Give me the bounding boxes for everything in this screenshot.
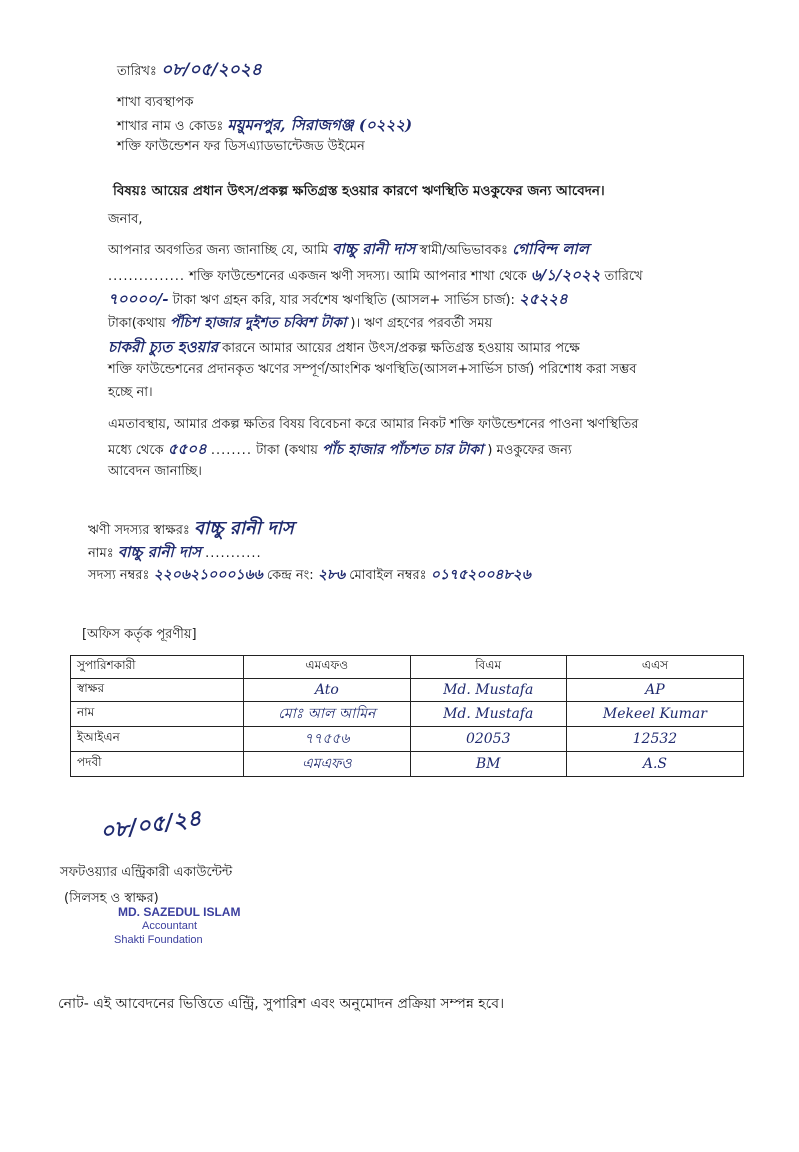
loan-date: ৬/১/২০২২: [530, 266, 601, 284]
loss-reason: চাকরী চ্যুত হওয়ার: [108, 338, 218, 356]
member-no: ২২০৬২১০০০১৬৬: [153, 567, 263, 583]
header-cell: সুপারিশকারী: [71, 656, 244, 679]
table-header-row: [71, 656, 744, 679]
para1-text-b: স্বামী/অভিভাবকঃ: [419, 243, 508, 258]
para1-text-d: তারিখে: [604, 269, 643, 284]
name-cell: Mekeel Kumar: [566, 702, 743, 727]
org-line: শক্তি ফাউন্ডেশন ফর ডিসএ্যাডভান্টেজড উইমেন: [117, 139, 365, 154]
ein-cell: 02053: [410, 727, 566, 752]
member-name-label: নামঃ: [88, 546, 114, 561]
table-row: [71, 752, 744, 777]
table-row: [71, 727, 744, 752]
ein-cell: 12532: [566, 727, 743, 752]
loan-amount: ৭০০০০/-: [108, 290, 169, 308]
date-line: [117, 62, 262, 79]
waive-in-words: পাঁচ হাজার পাঁচশত চার টাকা: [322, 442, 484, 458]
seal-line: (সিলসহ ও স্বাক্ষর): [64, 891, 159, 906]
header-cell: এএস: [566, 656, 743, 679]
para1-line5: [108, 340, 580, 355]
para1-text-a: আপনার অবগতির জন্য জানাচ্ছি যে, আমি: [108, 243, 329, 258]
table-row: [71, 702, 744, 727]
name-cell: মোঃ আল আমিন: [244, 702, 411, 727]
subject-line: বিষয়ঃ আয়ের প্রধান উৎস/প্রকল্প ক্ষতিগ্রস্ত হওয়ার কারণে ঋণস্থিতি মওকুফের জন্য আবেদন।: [113, 183, 605, 199]
designation-cell: A.S: [566, 752, 743, 777]
member-signature: বাচ্চু রানী দাস: [193, 518, 294, 539]
addressee-line: শাখা ব্যবস্থাপক: [117, 95, 194, 110]
accountant-signature: ০৮/০৫/২৪: [98, 805, 203, 845]
para2-line2: [108, 442, 572, 457]
para1-line1: [108, 242, 589, 257]
para1-line7: হচ্ছে না।: [108, 385, 153, 400]
para1-line4: [108, 316, 492, 330]
row-label: পদবী: [71, 752, 244, 777]
waive-amount: ৫৫০৪: [167, 440, 207, 458]
balance-in-words: পঁচিশ হাজার দুইশত চব্বিশ টাকা: [169, 315, 347, 331]
dotted-fill: ...........: [205, 546, 262, 561]
salutation: জনাব,: [108, 212, 143, 227]
para1-line6: শক্তি ফাউন্ডেশনের প্রদানকৃত ঋণের সম্পূর্ণ/আংশিক ঋণস্থিতি(আসল+সার্ভিস চার্জ) পরিশোধ করা সম্ভব: [108, 362, 637, 377]
para1-text-g: )। ঋণ গ্রহণের পরবর্তী সময়: [350, 316, 493, 331]
member-signature-line: [88, 520, 294, 538]
center-label: কেন্দ্র নং:: [266, 568, 314, 583]
ein-cell: ৭৭৫৫৬: [244, 727, 411, 752]
para1-line2: [108, 268, 643, 283]
office-table: [70, 655, 744, 777]
date-label: তারিখঃ: [117, 64, 157, 79]
branch-line: [117, 118, 412, 133]
dotted-fill: ........: [210, 443, 252, 458]
table-row: [71, 679, 744, 702]
center-no: ২৮৬: [317, 567, 346, 583]
mobile-no: ০১৭৫২০০৪৮২৬: [430, 567, 531, 583]
footer-note: নোট- এই আবেদনের ভিত্তিতে এন্ট্রি, সুপারিশ এবং অনুমোদন প্রক্রিয়া সম্পন্ন হবে।: [58, 996, 505, 1012]
para1-text-h: কারনে আমার আয়ের প্রধান উৎস/প্রকল্প ক্ষতিগ্রস্ত হওয়ায় আমার পক্ষে: [222, 341, 580, 356]
member-no-label: সদস্য নম্বরঃ: [88, 568, 150, 583]
header-cell: বিএম: [410, 656, 566, 679]
para2-line3: আবেদন জানাচ্ছি।: [108, 464, 202, 479]
para2-text-a: মধ্যে থেকে: [108, 443, 164, 458]
office-section-title: [অফিস কর্তৃক পূরণীয়]: [82, 627, 197, 642]
row-label: ইআইএন: [71, 727, 244, 752]
para1-line3: [108, 292, 568, 307]
loan-balance: ২৫২২৪: [519, 290, 568, 308]
signature-cell: Md. Mustafa: [410, 679, 566, 702]
stamp-title: Accountant: [142, 920, 198, 932]
stamp-org: Shakti Foundation: [114, 934, 203, 946]
row-label: স্বাক্ষর: [71, 679, 244, 702]
date-value: ০৮/০৫/২০২৪: [161, 60, 262, 80]
borrower-name: বাচ্চু রানী দাস: [332, 240, 416, 258]
para1-text-f: টাকা(কথায়: [108, 316, 166, 331]
member-name: বাচ্চু রানী দাস: [117, 543, 201, 561]
guardian-name: গোবিন্দ লাল: [512, 240, 589, 258]
branch-value: ময়ুমনপুর, সিরাজগঞ্জ (০২২২): [227, 116, 413, 134]
para1-text-c: শক্তি ফাউন্ডেশনের একজন ঋণী সদস্য। আমি আপনার শাখা থেকে: [189, 269, 527, 284]
signature-cell: AP: [566, 679, 743, 702]
dotted-fill: ...............: [108, 269, 185, 284]
name-cell: Md. Mustafa: [410, 702, 566, 727]
para2-text-b: টাকা (কথায়: [256, 443, 318, 458]
branch-label: শাখার নাম ও কোডঃ: [117, 119, 224, 134]
para2-line1: এমতাবস্থায়, আমার প্রকল্প ক্ষতির বিষয় বিবেচনা করে আমার নিকট শক্তি ফাউন্ডেশনের পাওনা ঋণস্থিতির: [108, 417, 639, 432]
header-cell: এমএফও: [244, 656, 411, 679]
para2-text-c: ) মওকুফের জন্য: [487, 443, 572, 458]
member-name-line: [88, 545, 262, 560]
member-signature-label: ঋণী সদস্যর স্বাক্ষরঃ: [88, 523, 190, 538]
signature-cell: Ato: [244, 679, 411, 702]
member-numbers-line: [88, 568, 531, 582]
stamp-name: MD. SAZEDUL ISLAM: [118, 905, 241, 919]
mobile-label: মোবাইল নম্বরঃ: [349, 568, 427, 583]
designation-cell: BM: [410, 752, 566, 777]
para1-text-e: টাকা ঋণ গ্রহন করি, যার সর্বশেষ ঋণস্থিতি (আসল+ সার্ভিস চার্জ):: [172, 293, 515, 308]
designation-cell: এমএফও: [244, 752, 411, 777]
row-label: নাম: [71, 702, 244, 727]
accountant-title: সফটওয়্যার এন্ট্রিকারী একাউন্টেন্ট: [60, 865, 233, 880]
